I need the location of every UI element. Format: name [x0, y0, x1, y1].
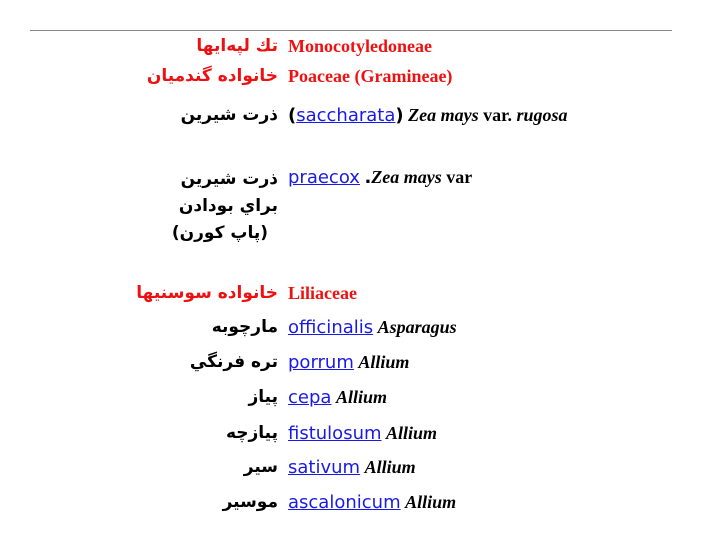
family-heading-poaceae-row — [0, 65, 720, 95]
plant-name-fa: مارچوبه — [211, 317, 278, 337]
plant-name-fa: موسير — [222, 492, 278, 512]
family-heading-liliaceae-fa: خانواده سوسنيها — [136, 283, 278, 303]
family-heading-liliaceae-row — [0, 282, 720, 312]
class-heading-sci: Monocotyledoneae — [288, 36, 432, 56]
plant-name-sci — [288, 491, 456, 514]
variety-name: rugosa — [516, 105, 568, 125]
close-paren: ) — [395, 105, 404, 126]
plant-name-sci — [288, 386, 387, 409]
plant-name-line-2: براي بودادن — [178, 196, 278, 216]
genus-name: Allium — [358, 352, 410, 372]
plant-name-sci — [288, 104, 568, 127]
species-link-saccharata[interactable]: saccharata — [296, 105, 396, 126]
family-heading-poaceae-sci: Poaceae (Gramineae) — [288, 66, 453, 86]
species-link[interactable]: fistulosum — [288, 423, 382, 444]
plant-name-sci — [288, 166, 472, 189]
top-divider — [30, 30, 672, 31]
plant-name-fa: پياز — [248, 387, 278, 407]
species-link[interactable]: porrum — [288, 352, 354, 373]
plant-name-fa: سير — [243, 457, 278, 477]
plant-name-fa: تره فرنگي — [189, 352, 278, 372]
genus-name: Allium — [405, 492, 457, 512]
var-abbrev: var. — [483, 105, 512, 125]
genus-name: Asparagus — [377, 317, 457, 337]
species-link[interactable]: sativum — [288, 457, 361, 478]
plant-row — [0, 351, 720, 381]
plant-name-line-1: ذرت شيرين — [180, 169, 278, 189]
dot: . — [364, 167, 372, 188]
plant-row — [0, 456, 720, 486]
plant-name-line-3: (پاپ كورن) — [171, 223, 268, 243]
genus-species: Zea mays — [371, 167, 442, 187]
species-link[interactable]: officinalis — [288, 317, 374, 338]
family-heading-poaceae-fa: خانواده گندميان — [146, 66, 278, 86]
open-paren: ( — [288, 105, 297, 126]
genus-name: Allium — [335, 387, 387, 407]
plant-row — [0, 316, 720, 346]
plant-name-sci — [288, 456, 416, 479]
plant-row — [0, 386, 720, 416]
plant-name-sci — [288, 422, 437, 445]
class-heading-fa: تك لپه‌ايها — [196, 36, 278, 56]
plant-name-sci — [288, 351, 409, 374]
plant-row-popcorn — [0, 166, 720, 256]
family-heading-liliaceae-sci: Liliaceae — [288, 283, 357, 303]
species-link-praecox[interactable]: praecox — [288, 167, 360, 188]
class-heading-row — [0, 35, 720, 65]
genus-name: Allium — [364, 457, 416, 477]
var-abbrev: var — [446, 167, 473, 187]
plant-name-fa: پيازچه — [225, 423, 278, 443]
plant-name-fa-multiline — [172, 166, 278, 247]
plant-row — [0, 422, 720, 452]
plant-row — [0, 491, 720, 521]
plant-row-sweetcorn — [0, 104, 720, 134]
species-link[interactable]: cepa — [288, 387, 332, 408]
genus-name: Allium — [386, 423, 438, 443]
species-link[interactable]: ascalonicum — [288, 492, 401, 513]
plant-name-fa: ذرت شيرين — [180, 105, 278, 125]
genus-species: Zea mays — [408, 105, 479, 125]
plant-name-sci — [288, 316, 457, 339]
